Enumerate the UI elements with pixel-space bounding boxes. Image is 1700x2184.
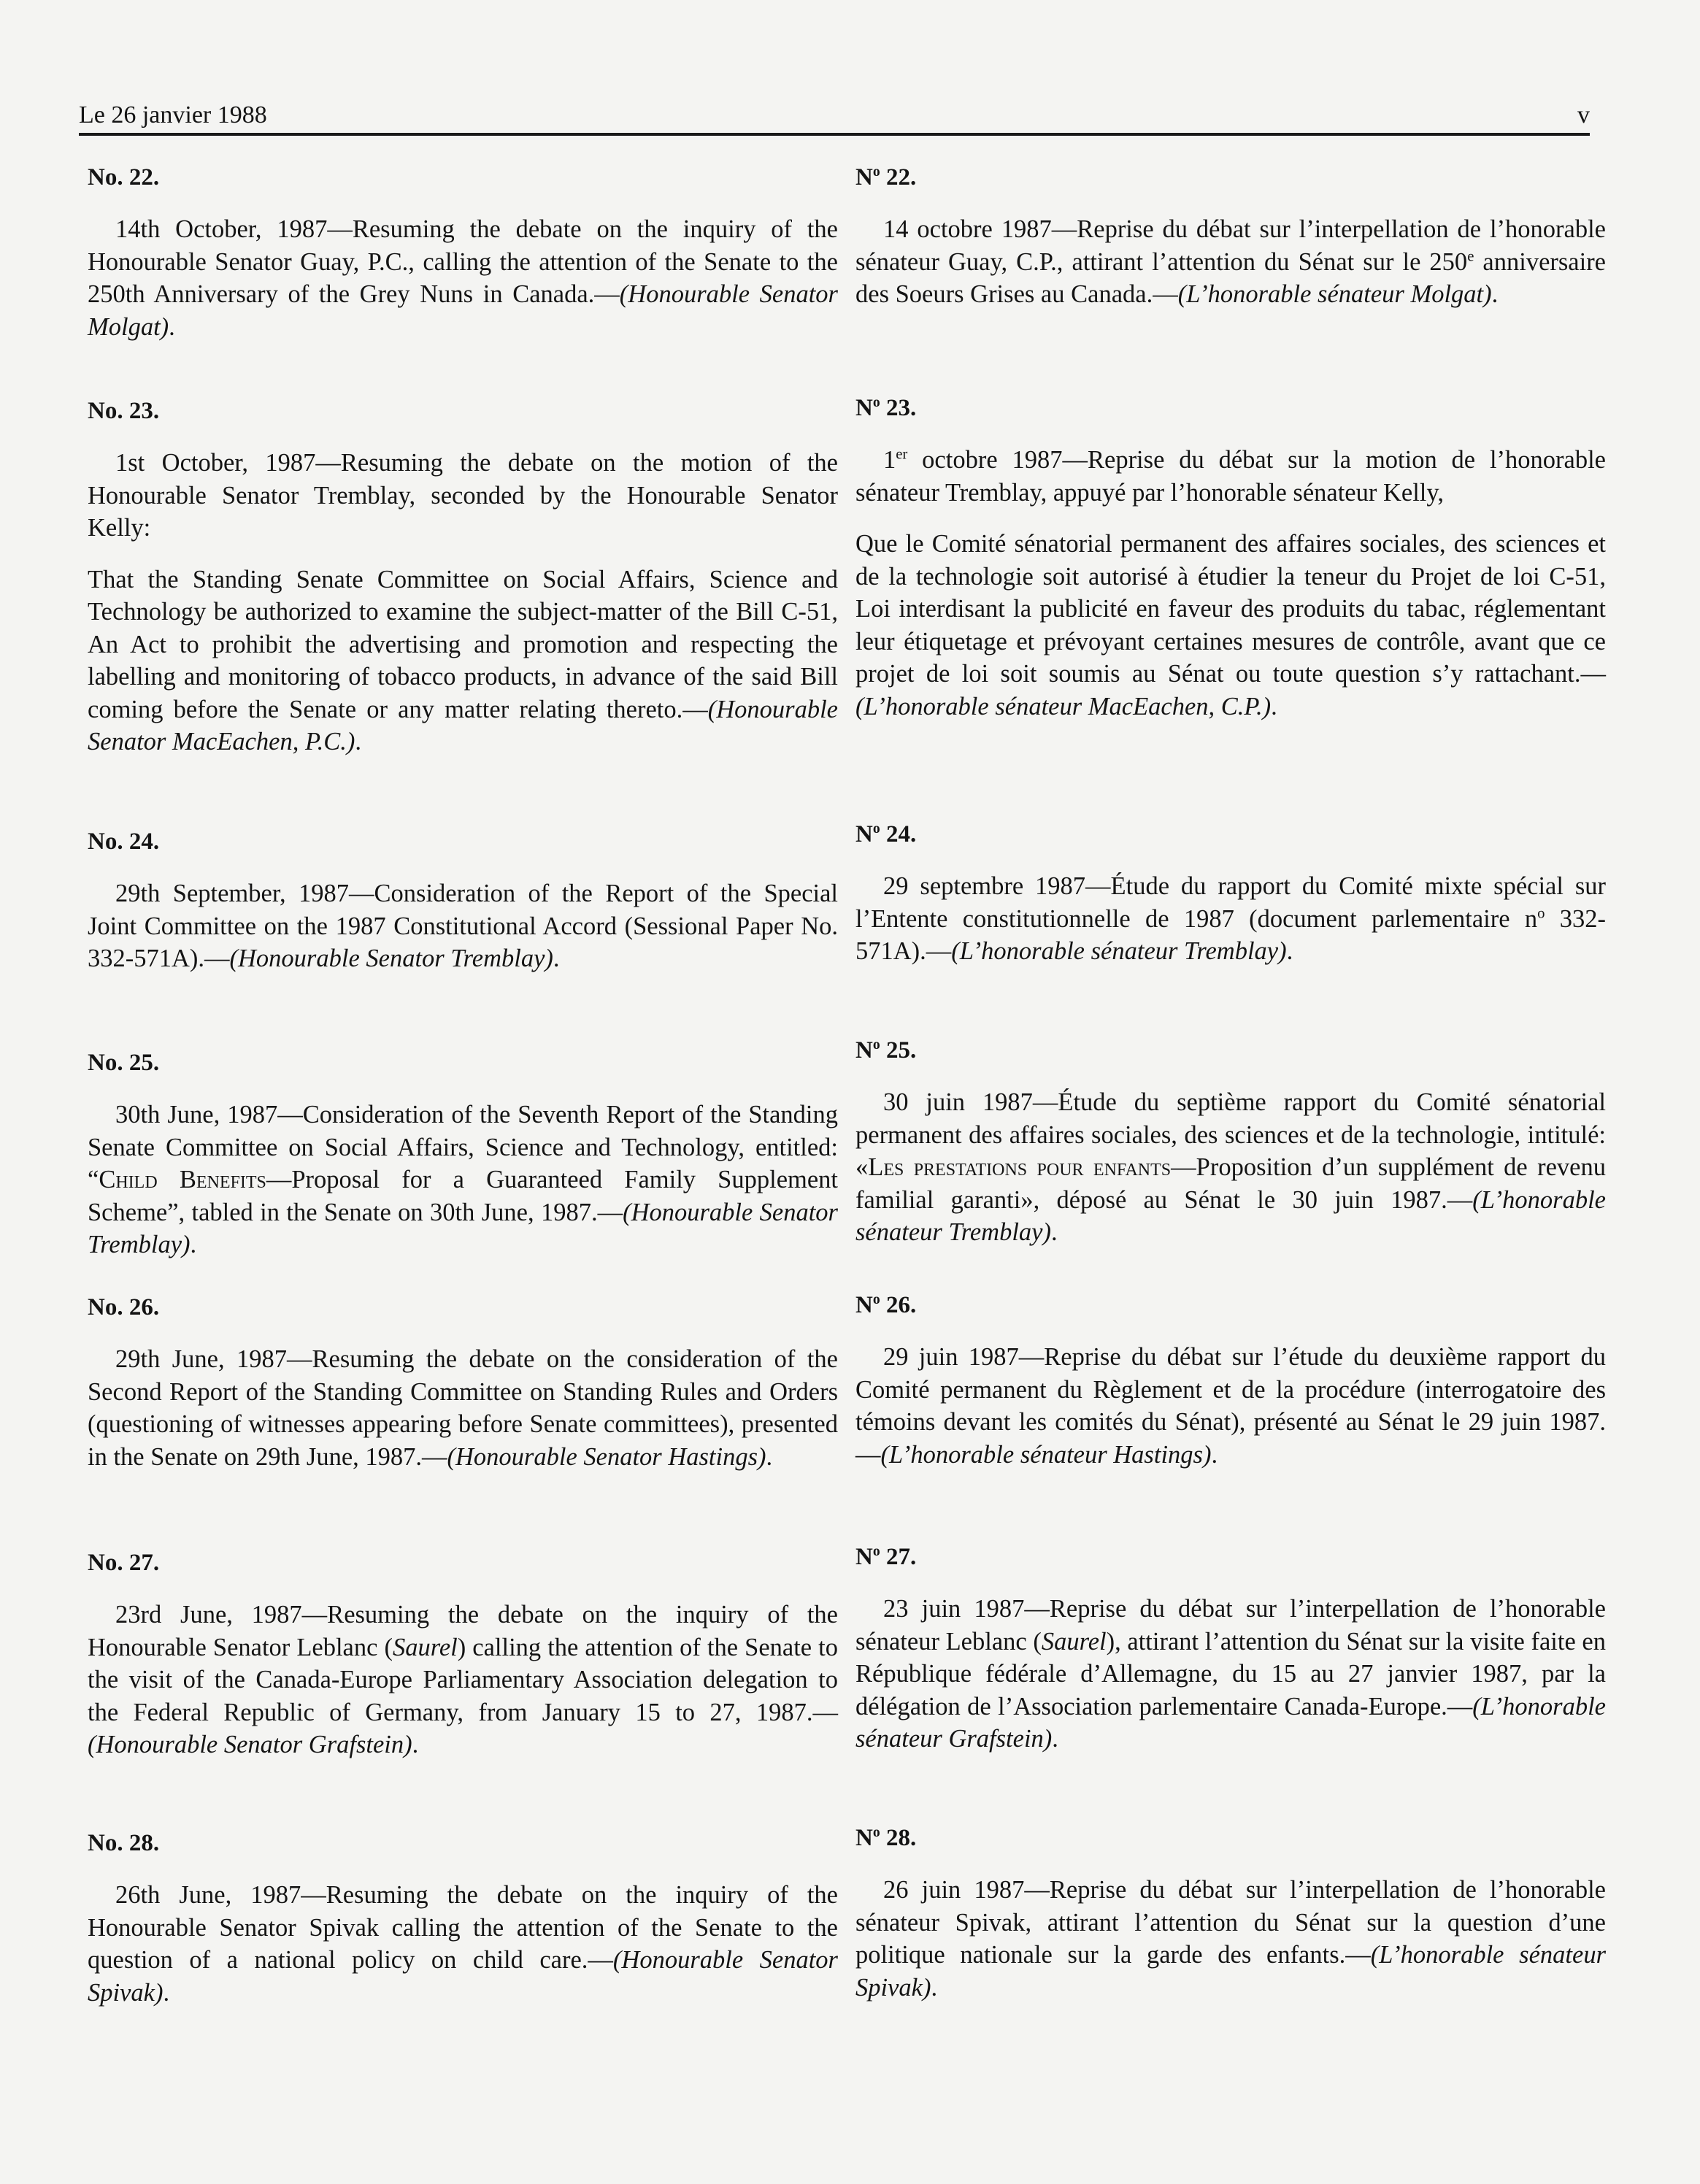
sponsor-name: (L’honorable sénateur Grafstein) — [855, 1692, 1606, 1753]
header-date: Le 26 janvier 1988 — [79, 101, 267, 128]
order-entry-fr-26 — [855, 1288, 1606, 1471]
entry-text: 1er octobre 1987—Reprise du débat sur la motion de l’honorable sénateur Tremblay, appuyé par l’honorable sénateur Kelly, — [855, 446, 1606, 507]
order-entry-en-27 — [88, 1546, 838, 1761]
entry-number: No. 28. — [88, 1830, 160, 1856]
entry-number: $N^o$ 28. — [855, 1824, 917, 1851]
sponsor-name: (L’honorable sénateur MacEachen, C.P.) — [855, 692, 1272, 720]
order-entry-en-24 — [88, 825, 838, 975]
order-entry-en-25 — [88, 1046, 838, 1261]
order-entry-en-22 — [88, 161, 838, 343]
entry-number: $N^o$ 26. — [855, 1291, 917, 1318]
sponsor-name: (Honourable Senator Tremblay) — [229, 945, 553, 972]
sponsor-name: (L’honorable sénateur Tremblay) — [951, 937, 1287, 965]
entry-text: 29th September, 1987—Consideration of the Report of the Special Joint Committee on the 1987 Constitutional Accord (Sessional Paper No. 332-571A).—(Honourable Senator Tremblay). — [88, 880, 838, 972]
entry-number: No. 23. — [88, 398, 160, 424]
sponsor-name: (Honourable Senator MacEachen, P.C.) — [88, 695, 838, 755]
entry-number: $N^o$ 22. — [855, 164, 917, 191]
order-entry-fr-24 — [855, 818, 1606, 968]
order-entry-fr-23 — [855, 391, 1606, 723]
motion-text: That the Standing Senate Committee on Social Affairs, Science and Technology be authorized to examine the subject-matter of the Bill C-51, An Act to prohibit the advertising and promotion and respecting the labelling and monitoring of tobacco products, in advance of the said Bill coming before the Senate or any matter relating thereto.—(Honourable Senator MacEachen, P.C.). — [88, 565, 838, 755]
order-entry-en-26 — [88, 1291, 838, 1473]
entry-number: No. 25. — [88, 1050, 160, 1076]
entry-number: $N^o$ 23. — [855, 394, 917, 421]
entry-text: 26 juin 1987—Reprise du débat sur l’interpellation de l’honorable sénateur Spivak, attirant l’attention du Sénat sur la question d’une politique nationale sur la garde des enfants.—(L’honorable sénateur Spivak). — [855, 1876, 1606, 2002]
sponsor-name: (Honourable Senator Spivak) — [88, 1946, 838, 2007]
entry-text: 29th June, 1987—Resuming the debate on the consideration of the Second Report of the Standing Committee on Standing Rules and Orders (questioning of witnesses appearing before Senate committees), presented in the Senate on 29th June, 1987.—(Honourable Senator Hastings). — [88, 1345, 838, 1471]
entry-text: 14th October, 1987—Resuming the debate on the inquiry of the Honourable Senator Guay, P.C., calling the attention of the Senate to the 250th Anniversary of the Grey Nuns in Canada.—(Honourable Senator Molgat). — [88, 215, 838, 341]
entry-number: $N^o$ 24. — [855, 820, 917, 847]
entry-text: 30th June, 1987—Consideration of the Seventh Report of the Standing Senate Committee on Social Affairs, Science and Technology, entitled: “Child Benefits—Proposal for a Guaranteed Family Supplement Scheme”, tabled in the Senate on 30th June, 1987.—(Honourable Senator Tremblay). — [88, 1101, 839, 1258]
order-entry-fr-27 — [855, 1540, 1606, 1756]
entry-text: 23rd June, 1987—Resuming the debate on the inquiry of the Honourable Senator Leblanc (Saurel) calling the attention of the Senate to the visit of the Canada-Europe Parliamentary Association delegation to the Federal Republic of Germany, from January 15 to 27, 1987.—(Honourable Senator Grafstein). — [88, 1601, 838, 1758]
sponsor-name: (L’honorable sénateur Molgat) — [1177, 280, 1492, 308]
entry-text: 14 octobre 1987—Reprise du débat sur l’interpellation de l’honorable sénateur Guay, C.P., attirant l’attention du Sénat sur le 250e anniversaire des Soeurs Grises au Canada.—(L’honorable sénateur Molgat). — [855, 215, 1606, 308]
entry-text: 29 septembre 1987—Étude du rapport du Comité mixte spécial sur l’Entente constitutionnelle de 1987 (document parlementaire $n^o$ 332-571A).—(L’honorable sénateur Tremblay). — [855, 872, 1606, 965]
entry-number: $N^o$ 25. — [855, 1037, 917, 1064]
entry-text: 26th June, 1987—Resuming the debate on the inquiry of the Honourable Senator Spivak calling the attention of the Senate to the question of a national policy on child care.—(Honourable Senator Spivak). — [88, 1881, 838, 2007]
sponsor-name: (Honourable Senator Molgat) — [88, 280, 838, 341]
entry-number: $N^o$ 27. — [855, 1543, 917, 1570]
order-entry-fr-25 — [855, 1034, 1606, 1249]
motion-text: Que le Comité sénatorial permanent des affaires sociales, des sciences et de la technologie soit autorisé à étudier la teneur du Projet de loi C-51, Loi interdisant la publicité en faveur des produits du tabac, réglementant leur étiquetage et prévoyant certaines mesures de contrôle, avant que ce projet de loi soit soumis au Sénat ou toute question s’y rattachant.—(L’honorable sénateur MacEachen, C.P.). — [855, 530, 1606, 720]
page-header — [79, 101, 1590, 130]
sponsor-name: (Honourable Senator Tremblay) — [88, 1198, 838, 1258]
entry-number: No. 27. — [88, 1550, 160, 1576]
entry-text: 23 juin 1987—Reprise du débat sur l’interpellation de l’honorable sénateur Leblanc (Saurel), attirant l’attention du Sénat sur la visite faite en République fédérale d’Allemagne, du 15 au 27 janvier 1987, par la délégation de l’Association parlementaire Canada-Europe.—(L’honorable sénateur Grafstein). — [855, 1595, 1606, 1753]
sponsor-name: (L’honorable sénateur Spivak) — [855, 1941, 1606, 2002]
entry-number: No. 26. — [88, 1294, 160, 1320]
order-entry-en-28 — [88, 1826, 838, 2009]
entry-text: 1st October, 1987—Resuming the debate on the motion of the Honourable Senator Tremblay, seconded by the Honourable Senator Kelly: — [88, 449, 838, 542]
header-rule — [79, 133, 1590, 136]
order-entry-en-23 — [88, 394, 838, 758]
order-entry-fr-22 — [855, 161, 1606, 311]
sponsor-name: (L’honorable sénateur Tremblay) — [855, 1185, 1606, 1246]
sponsor-name: (Honourable Senator Grafstein) — [88, 1731, 412, 1758]
entry-number: No. 22. — [88, 164, 160, 191]
header-page-number: v — [1577, 101, 1590, 128]
entry-number: No. 24. — [88, 828, 160, 855]
order-entry-fr-28 — [855, 1821, 1606, 2004]
sponsor-name: (L’honorable sénateur Hastings) — [880, 1440, 1212, 1469]
entry-text: 30 juin 1987—Étude du septième rapport du Comité sénatorial permanent des affaires sociales, des sciences et de la technologie, intitulé: «Les prestations pour enfants—Proposition d’un supplément de revenu familial garanti», déposé au Sénat le 30 juin 1987.—(L’honorable sénateur Tremblay). — [855, 1088, 1606, 1246]
sponsor-name: (Honourable Senator Hastings) — [447, 1442, 766, 1471]
entry-text: 29 juin 1987—Reprise du débat sur l’étude du deuxième rapport du Comité permanent du Règlement et de la procédure (interrogatoire des témoins devant les comités du Sénat), présenté au Sénat le 29 juin 1987.—(L’honorable sénateur Hastings). — [855, 1343, 1606, 1469]
